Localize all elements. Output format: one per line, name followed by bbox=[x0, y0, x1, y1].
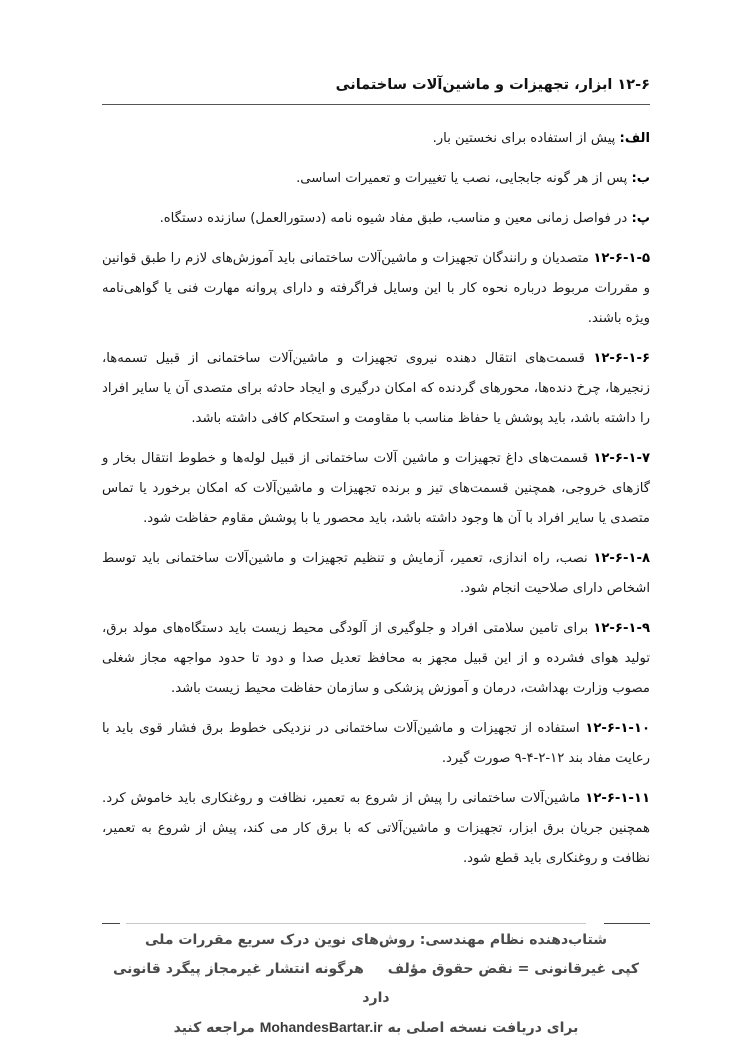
clause bbox=[102, 444, 650, 534]
clause-number: ۱۲-۶-۱-۵ bbox=[593, 251, 650, 266]
header-divider bbox=[102, 104, 650, 105]
item-label: ب: bbox=[631, 171, 650, 186]
footer-legal-warning: هرگونه انتشار غیرمجاز پیگرد قانونی دارد bbox=[112, 961, 390, 1006]
clause bbox=[102, 544, 650, 604]
clause-text: قسمت‌های انتقال دهنده نیروی تجهیزات و ماشین‌آلات ساختمانی از قبیل تسمه‌ها، زنجیرها، چرخ دنده‌ها، محورهای گردنده که امکان درگیری و ایجاد حادثه برای متصدی آن یا سایر افراد را داشته باشد، باید پوشش یا حفاظ مناسب با مقاومت و استحکام کافی داشته باشد. bbox=[102, 351, 650, 426]
footer-tagline: شتاب‌دهنده نظام مهندسی: روش‌های نوین درک سریع مقررات ملی bbox=[145, 932, 607, 948]
footer-source bbox=[102, 1013, 650, 1043]
clause bbox=[102, 614, 650, 704]
clause-number: ۱۲-۶-۱-۶ bbox=[593, 351, 650, 366]
clause-text: استفاده از تجهیزات و ماشین‌آلات ساختمانی در نزدیکی خطوط برق فشار قوی باید با رعایت مفاد بند ۱۲-۲-۴-۹ صورت گیرد. bbox=[102, 721, 650, 766]
clause-text: نصب، راه اندازی، تعمیر، آزمایش و تنظیم تجهیزات و ماشین‌آلات ساختمانی باید توسط اشخاص دارای صلاحیت انجام شود. bbox=[102, 551, 650, 596]
clause bbox=[102, 784, 650, 874]
footer-copyright bbox=[102, 955, 650, 1013]
clause-number: ۱۲-۶-۱-۹ bbox=[593, 621, 650, 636]
footer-copyright-notice: کپی غیرقانونی = نقض حقوق مؤلف bbox=[387, 961, 640, 977]
list-item bbox=[102, 204, 650, 234]
clause bbox=[102, 244, 650, 334]
list-item bbox=[102, 124, 650, 154]
section-title: ۱۲-۶ ابزار، تجهیزات و ماشین‌آلات ساختمانی bbox=[335, 77, 650, 93]
document-body bbox=[102, 124, 650, 884]
clause-text: ماشین‌آلات ساختمانی را پیش از شروع به تعمیر، نظافت و روغنکاری باید خاموش کرد. همچنین جریان برق ابزار، تجهیزات و ماشین‌آلاتی که با برق کار می کند، پیش از شروع به تعمیر، نظافت و روغنکاری باید قطع شود. bbox=[102, 791, 650, 866]
clause-text: قسمت‌های داغ تجهیزات و ماشین آلات ساختمانی از قبیل لوله‌ها و خطوط انتقال بخار و گازهای خروجی، همچنین قسمت‌های تیز و برنده تجهیزات و ماشین‌آلات که امکان برخورد یا تماس متصدی یا سایر افراد با آن ها وجود داشته باشد، باید محصور یا با پوشش مقاوم حفاظت شود. bbox=[102, 451, 650, 526]
clause bbox=[102, 344, 650, 434]
clause-number: ۱۲-۶-۱-۱۰ bbox=[585, 721, 650, 736]
item-text: پس از هر گونه جابجایی، نصب یا تغییرات و تعمیرات اساسی. bbox=[296, 171, 632, 186]
footer-divider bbox=[126, 923, 586, 924]
footer-site-link[interactable]: MohandesBartar.ir bbox=[259, 1019, 383, 1035]
footer-divider-right bbox=[604, 923, 650, 924]
item-label: پ: bbox=[631, 211, 650, 226]
clause bbox=[102, 714, 650, 774]
clause-number: ۱۲-۶-۱-۱۱ bbox=[585, 791, 650, 806]
clause-text: متصدیان و رانندگان تجهیزات و ماشین‌آلات ساختمانی باید آموزش‌های لازم را طبق قوانین و مقررات مربوط درباره نحوه کار با این وسایل فراگرفته و دارای پروانه مهارت فنی یا گواهی‌نامه ویژه باشند. bbox=[102, 251, 650, 326]
footer-source-prefix: برای دریافت نسخه اصلی به bbox=[382, 1020, 579, 1036]
page-header bbox=[102, 74, 650, 96]
clause-text: برای تامین سلامتی افراد و جلوگیری از آلودگی محیط زیست باید دستگاه‌های مولد برق، تولید هوای فشرده و از این قبیل مجهز به محافظ تعدیل صدا و دود تا حدود مواجهه مجاز شغلی مصوب وزارت بهداشت، درمان و آموزش پزشکی و سازمان حفاظت محیط زیست باشد. bbox=[102, 621, 650, 696]
item-text: در فواصل زمانی معین و مناسب، طبق مفاد شیوه نامه (دستورالعمل) سازنده دستگاه. bbox=[159, 211, 632, 226]
clause-number: ۱۲-۶-۱-۷ bbox=[593, 451, 650, 466]
footer-divider-left bbox=[102, 923, 120, 924]
item-text: پیش از استفاده برای نخستین بار. bbox=[432, 131, 620, 146]
footer-source-suffix: مراجعه کنید bbox=[173, 1020, 260, 1036]
list-item bbox=[102, 164, 650, 194]
item-label: الف: bbox=[619, 131, 650, 146]
page-footer bbox=[102, 926, 650, 1043]
clause-number: ۱۲-۶-۱-۸ bbox=[593, 551, 650, 566]
